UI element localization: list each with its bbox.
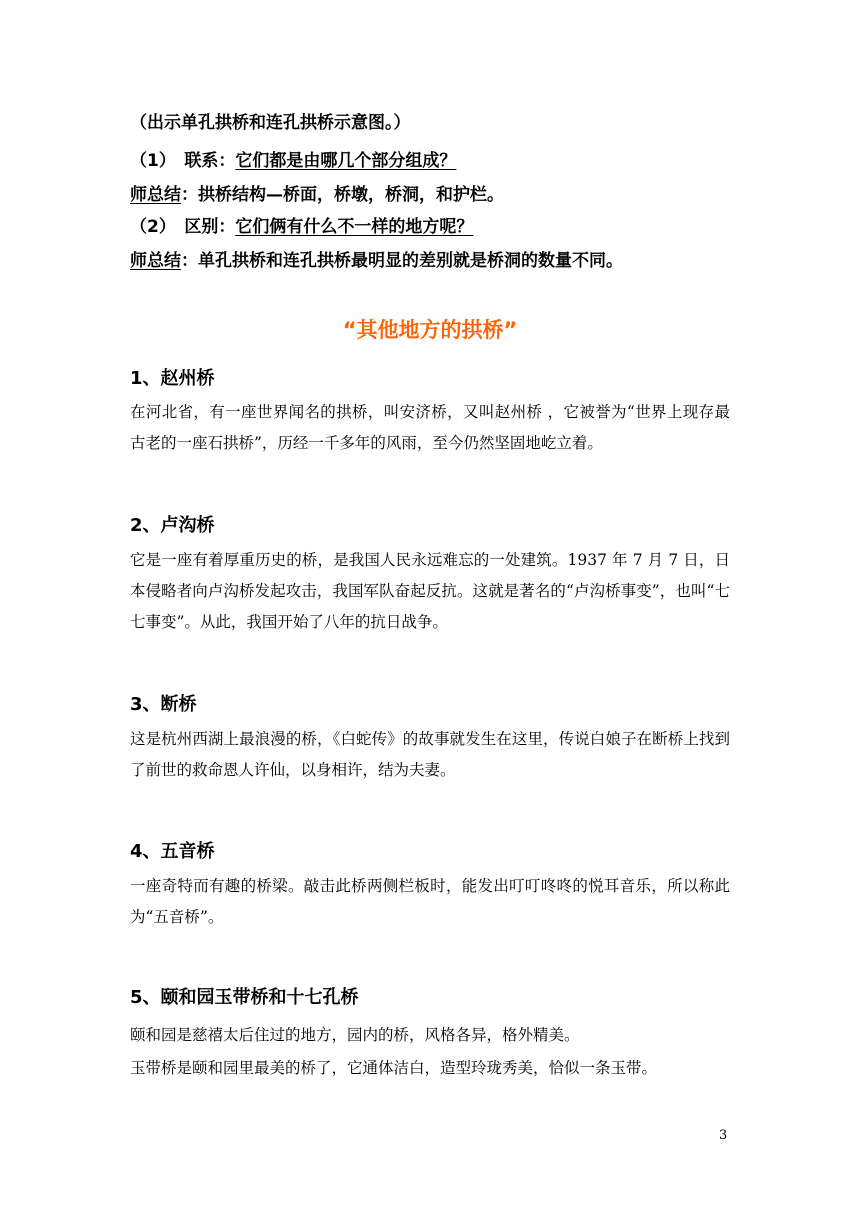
connection-prefix: （1） 联系： [130, 151, 236, 171]
bridge-heading-yiheyuan: 5、颐和园玉带桥和十七孔桥 [130, 987, 359, 1008]
bridge-heading-duanqiao: 3、断桥 [130, 694, 197, 715]
page-number: 3 [719, 1128, 728, 1143]
intro-line-difference [130, 212, 473, 237]
bridge-heading-lugou: 2、卢沟桥 [130, 515, 215, 536]
section-title: “其他地方的拱桥” [342, 318, 518, 342]
summary-structure-text: ：拱桥结构—桥面，桥墩，桥洞，和护栏。 [181, 185, 504, 205]
bridge-heading-wuyin: 4、五音桥 [130, 841, 215, 862]
intro-line-diagram-note: （出示单孔拱桥和连孔拱桥示意图。） [130, 113, 411, 133]
bridge-text-yiheyuan-line1: 颐和园是慈禧太后住过的地方，园内的桥，风格各异，格外精美。 [130, 1026, 580, 1044]
bridge-text-yiheyuan-line2: 玉带桥是颐和园里最美的桥了，它通体洁白，造型玲珑秀美，恰似一条玉带。 [130, 1059, 658, 1077]
bridge-heading-zhaozhou: 1、赵州桥 [130, 368, 215, 389]
intro-line-connection [130, 146, 456, 171]
teacher-summary-label: 师总结 [130, 185, 181, 205]
bridge-text-lugou: 它是一座有着厚重历史的桥，是我国人民永远难忘的一处建筑。1937 年 7 月 7 日，日本侵略者向卢沟桥发起攻击，我国军队奋起反抗。这就是著名的“卢沟桥事变”，也叫“七七事变”。从此，我国开始了八年的抗日战争。 [130, 551, 730, 631]
intro-line-summary-structure [130, 180, 504, 205]
connection-question: 它们都是由哪几个部分组成？ [235, 151, 457, 171]
difference-question: 它们俩有什么不一样的地方呢？ [235, 217, 474, 237]
teacher-summary-label: 师总结 [130, 251, 181, 271]
intro-line-summary-difference [130, 246, 623, 271]
difference-prefix: （2） 区别： [130, 217, 236, 237]
bridge-text-zhaozhou: 在河北省，有一座世界闻名的拱桥，叫安济桥，又叫赵州桥 ，它被誉为“世界上现存最古老的一座石拱桥”，历经一千多年的风雨，至今仍然坚固地屹立着。 [130, 403, 730, 452]
bridge-text-duanqiao: 这是杭州西湖上最浪漫的桥，《白蛇传》的故事就发生在这里，传说白娘子在断桥上找到了前世的救命恩人许仙，以身相许，结为夫妻。 [130, 730, 730, 779]
bridge-text-wuyin: 一座奇特而有趣的桥梁。敲击此桥两侧栏板时，能发出叮叮咚咚的悦耳音乐，所以称此为“五音桥”。 [130, 877, 730, 926]
summary-difference-text: ：单孔拱桥和连孔拱桥最明显的差别就是桥洞的数量不同。 [181, 251, 623, 271]
